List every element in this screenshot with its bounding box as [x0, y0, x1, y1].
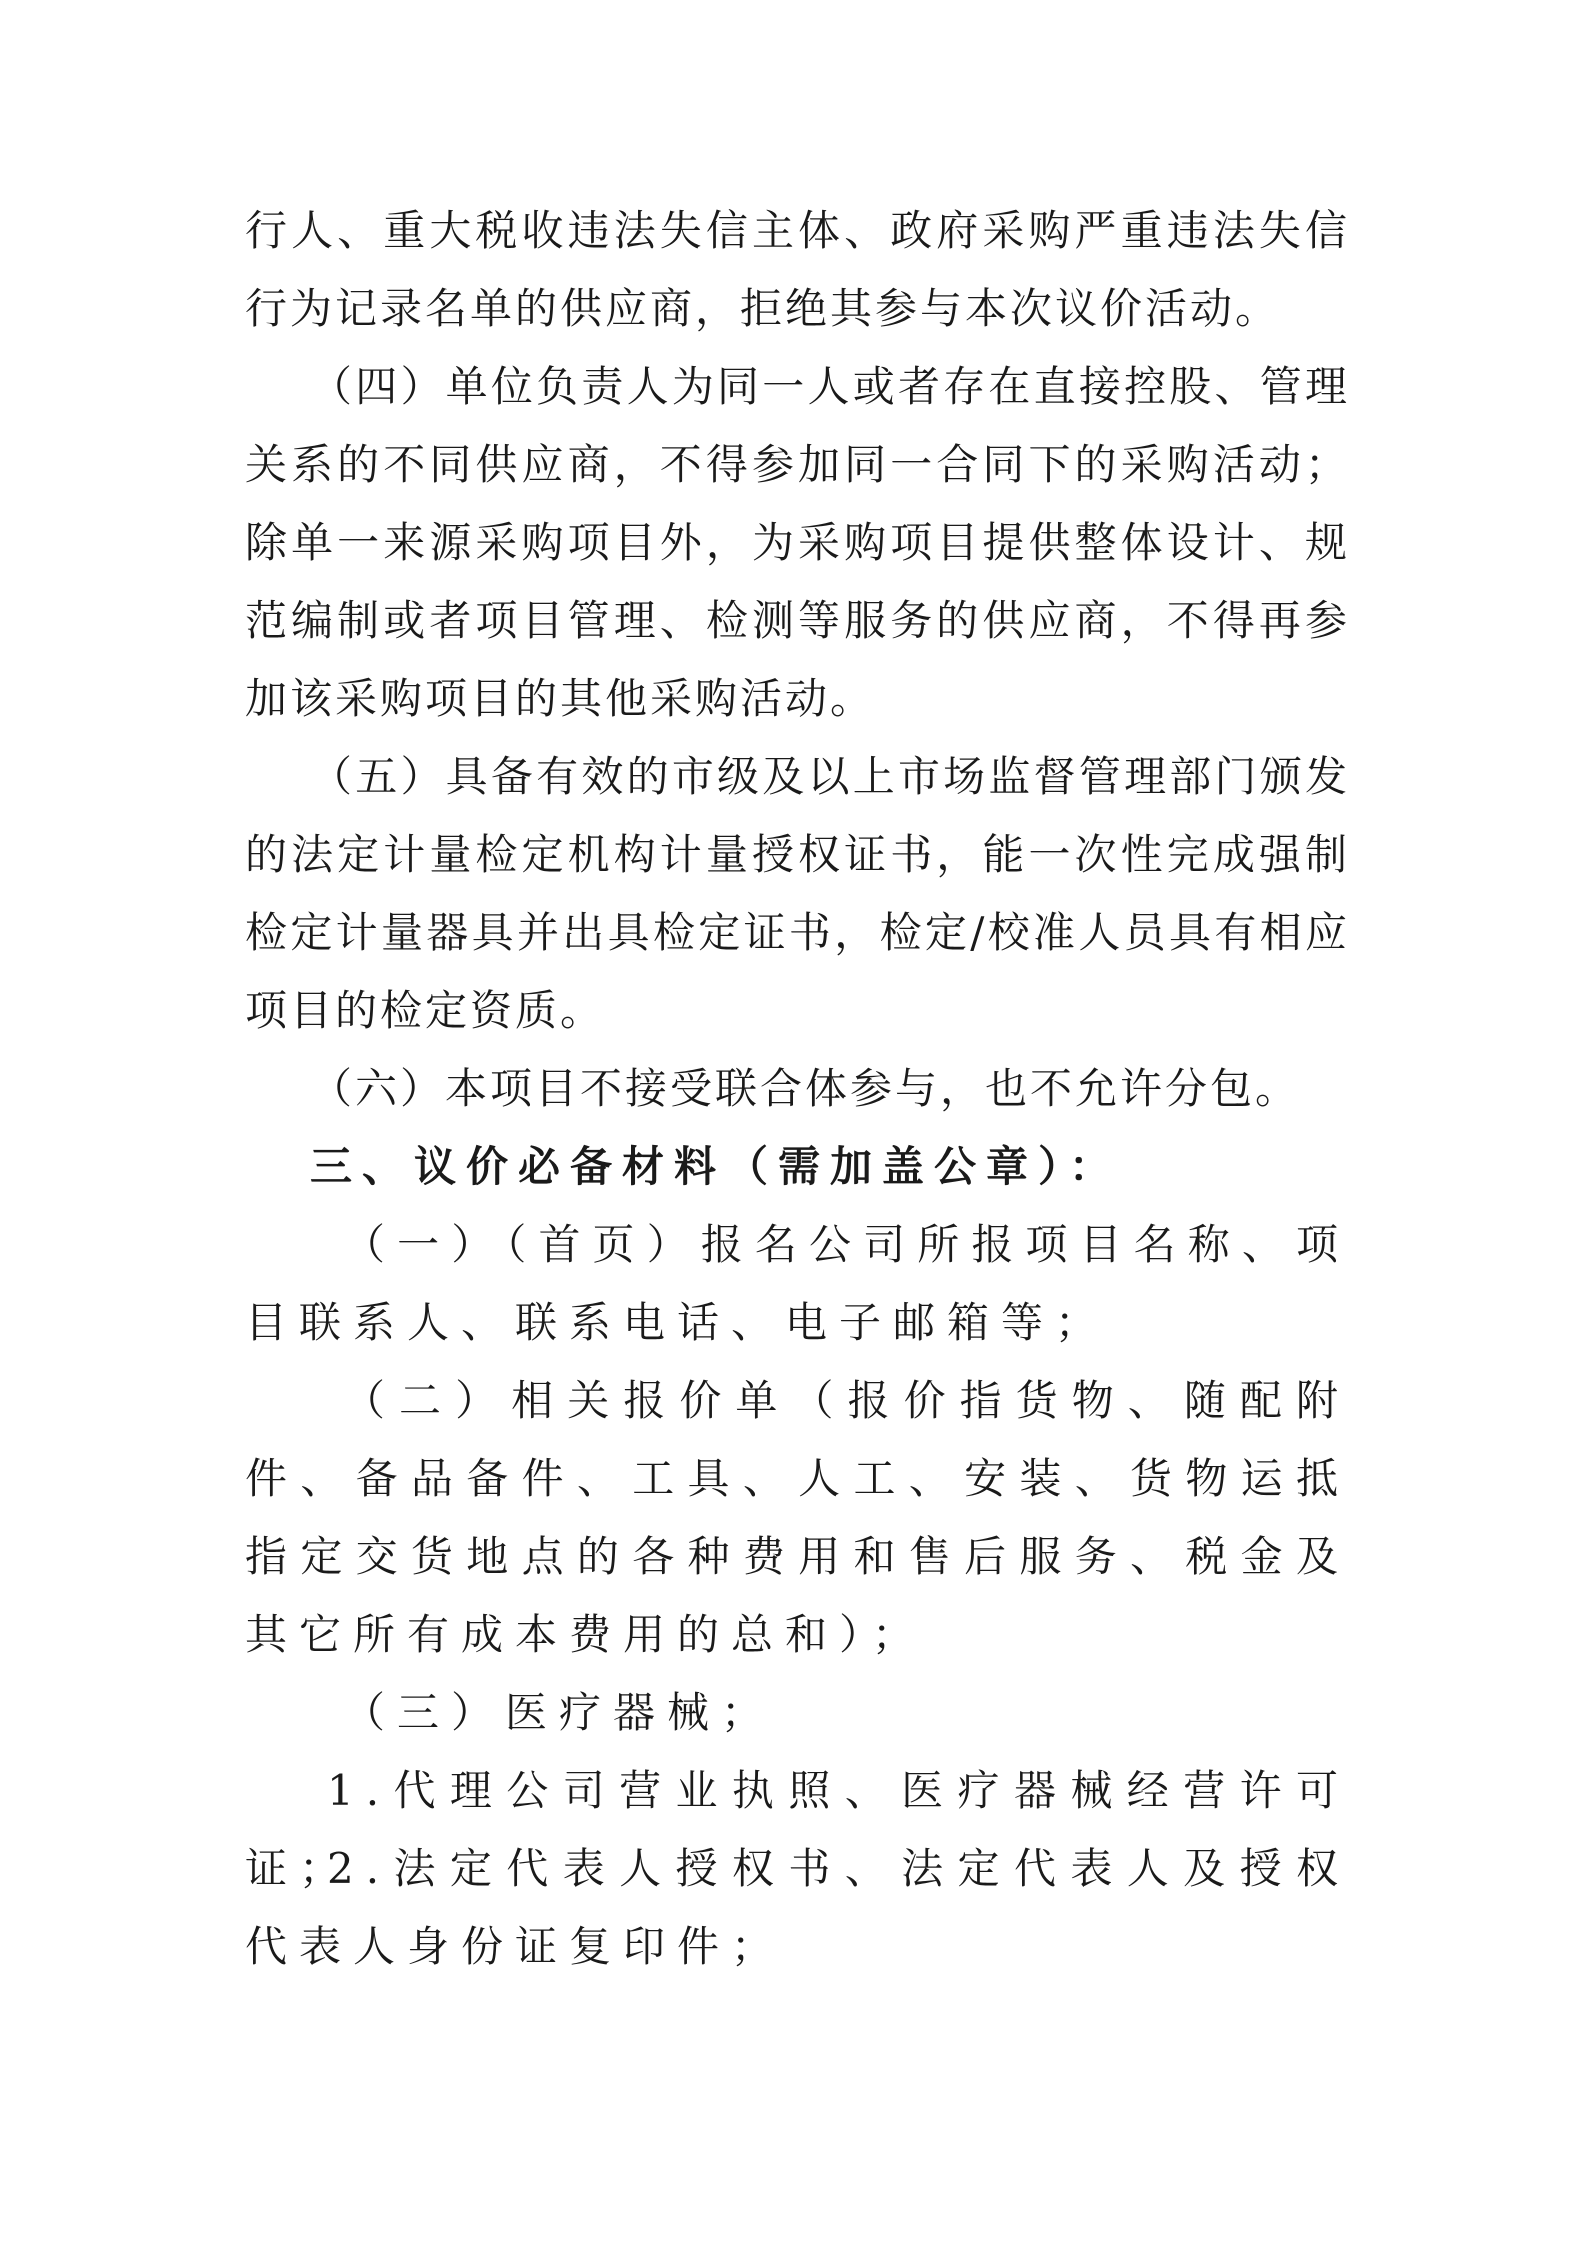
paragraph-item-6: （六）本项目不接受联合体参与，也不允许分包。: [310, 1064, 1301, 1113]
paragraph-material-3-item-1: 1.代理公司营业执照、医疗器械经营许可证；: [245, 1766, 1350, 1893]
paragraph-blacklist-continuation: 行人、重大税收违法失信主体、政府采购严重违法失信行为记录名单的供应商，拒绝其参与本次议价活动。: [245, 206, 1350, 333]
paragraph-material-2: （二）相关报价单（报价指货物、随配附件、备品备件、工具、人工、安装、货物运抵指定交货地点的各种费用和售后服务、税金及其它所有成本费用的总和）；: [245, 1376, 1350, 1659]
paragraph-material-3: （三）医疗器械；: [343, 1688, 776, 1737]
paragraph-material-3-item-2: 2.法定代表人授权书、法定代表人及授权代表人身份证复印件；: [245, 1844, 1350, 1971]
paragraph-item-5: （五）具备有效的市级及以上市场监督管理部门颁发的法定计量检定机构计量授权证书，能一次性完成强制检定计量器具并出具检定证书，检定/校准人员具有相应项目的检定资质。: [245, 752, 1350, 1035]
section-heading-3: 三、议价必备材料（需加盖公章）：: [310, 1142, 1122, 1191]
paragraph-material-1: （一）（首页）报名公司所报项目名称、项目联系人、联系电话、电子邮箱等；: [245, 1220, 1350, 1347]
paragraph-item-4: （四）单位负责人为同一人或者存在直接控股、管理关系的不同供应商，不得参加同一合同下的采购活动；除单一来源采购项目外，为采购项目提供整体设计、规范编制或者项目管理、检测等服务的供应商，不得再参加该采购项目的其他采购活动。: [245, 362, 1350, 723]
